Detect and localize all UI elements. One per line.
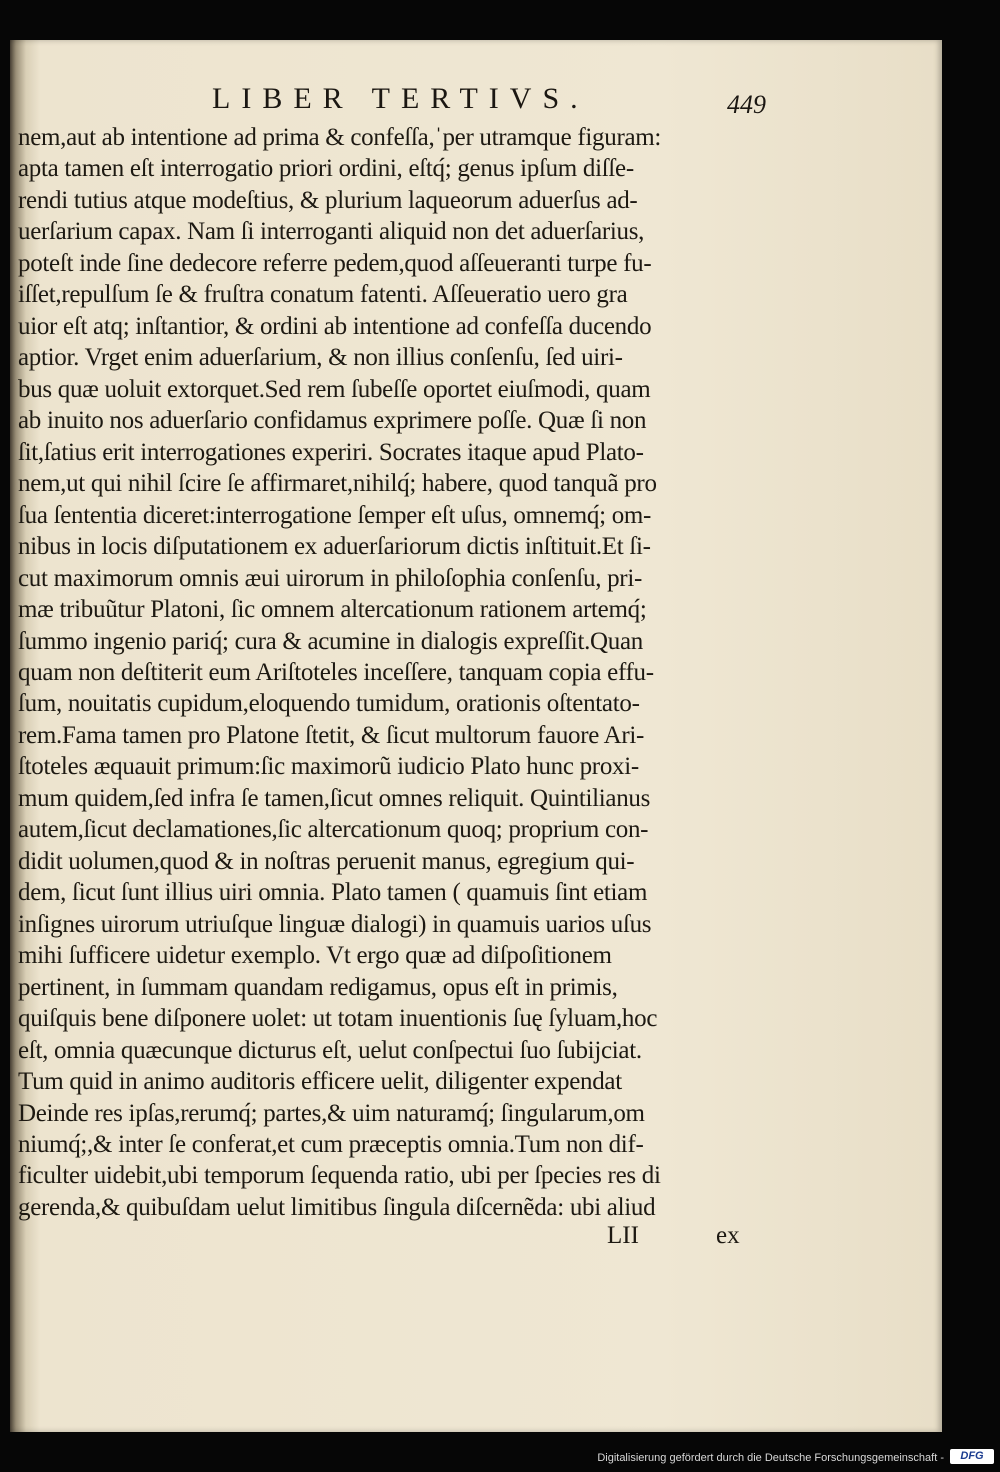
text-line: ſua ſententia diceret:interrogatione ſemper eſt uſus, omnemq́; om- [18, 501, 652, 529]
text-line: mum quidem,ſed infra ſe tamen,ſicut omnes reliquit. Quintilianus [18, 784, 651, 812]
page-number: 449 [727, 90, 766, 119]
text-line: bus quæ uoluit extorquet.Sed rem ſubeſſe oportet eiuſmodi, quam [18, 375, 651, 403]
text-line: ſummo ingenio pariq́; cura & acumine in dialogis expreſſit.Quan [18, 627, 643, 655]
text-line: uerſarium capax. Nam ſi interroganti aliquid non det aduerſarius, [18, 218, 645, 246]
text-line: ſit,ſatius erit interrogationes experiri. Socrates itaque apud Plato- [18, 438, 644, 466]
text-line: nem,aut ab intentione ad prima & confeſſa,ˈper utramque figuram: [18, 124, 662, 151]
text-line: mæ tribuũtur Platoni, ſic omnem altercationum rationem artemq́; [18, 596, 647, 624]
credit-text: Digitalisierung gefördert durch die Deutsche Forschungsgemeinschaft - [597, 1452, 944, 1464]
text-line: uior eſt atq; inſtantior, & ordini ab intentione ad confeſſa ducendo [18, 312, 652, 340]
text-line: Tum quid in animo auditoris efficere uelit, diligenter expendat [18, 1068, 622, 1096]
text-line: mihi ſufficere uidetur exemplo. Vt ergo quæ ad diſpoſitionem [18, 942, 612, 970]
text-line: ab inuito nos aduerſario confidamus exprimere poſſe. Quæ ſi non [18, 407, 647, 435]
text-line: iſſet,repulſum ſe & fruſtra conatum fatenti. Aſſeueratio uero gra [18, 281, 628, 309]
running-head: LIBER TERTIVS. [212, 82, 589, 115]
text-line: ſtoteles æquauit primum:ſic maximorũ iudicio Plato hunc proxi- [18, 753, 639, 781]
text-line: inſignes uirorum utriuſque linguæ dialogi) in quamuis uarios uſus [18, 910, 652, 938]
text-line: autem,ſicut declamationes,ſic altercationum quoq; proprium con- [18, 816, 649, 844]
text-line: apta tamen eſt interrogatio priori ordini, eſtq́; genus ipſum diſſe- [18, 155, 634, 183]
text-line: quam non deſtiterit eum Ariſtoteles inceſſere, tanquam copia effu- [18, 658, 654, 686]
text-line: poteſt inde ſine dedecore referre pedem,quod aſſeueranti turpe fu- [18, 249, 652, 277]
text-line: eſt, omnia quæcunque dicturus eſt, uelut conſpectui ſuo ſubijciat. [18, 1036, 642, 1064]
text-line: rem.Fama tamen pro Platone ſtetit, & ſicut multorum fauore Ari- [18, 721, 645, 749]
text-line: nibus in locis diſputationem ex aduerſariorum dictis inſtituit.Et ſi- [18, 533, 651, 561]
text-line: quiſquis bene diſponere uolet: ut totam inuentionis ſuę ſyluam,hoc [18, 1005, 658, 1033]
text-line: ficulter uidebit,ubi temporum ſequenda ratio, ubi per ſpecies res di [18, 1162, 661, 1190]
text-line: Deinde res ipſas,rerumq́; partes,& uim naturamq́; ſingularum,om [18, 1099, 645, 1127]
text-line: dem, ſicut ſunt illius uiri omnia. Plato tamen ( quamuis ſint etiam [18, 879, 648, 907]
text-line: cut maximorum omnis æui uirorum in philoſophia conſenſu, pri- [18, 564, 642, 592]
text-line: rendi tutius atque modeſtius, & plurium laqueorum aduerſus ad- [18, 186, 638, 214]
catchword: ex [716, 1222, 740, 1249]
credit-bar [0, 1444, 1000, 1472]
text-line: gerenda,& quibuſdam uelut limitibus ſingula diſcernẽda: ubi aliud [18, 1193, 656, 1221]
dfg-logo: DFG [950, 1449, 994, 1464]
text-line: aptior. Vrget enim aduerſarium, & non illius conſenſu, ſed uiri- [18, 344, 623, 372]
signature-mark: LII [607, 1222, 639, 1249]
text-line: ſum, nouitatis cupidum,eloquendo tumidum, orationis oſtentato- [18, 690, 640, 718]
text-body [18, 122, 762, 1223]
text-line: nem,ut qui nihil ſcire ſe affirmaret,nihilq́; habere, quod tanquã pro [18, 470, 657, 498]
text-line: didit uolumen,quod & in noſtras peruenit manus, egregium qui- [18, 847, 635, 875]
text-line: pertinent, in ſummam quandam redigamus, opus eſt in primis, [18, 973, 618, 1001]
text-line: niumq́;,& inter ſe conferat,et cum præceptis omnia.Tum non dif- [18, 1131, 644, 1158]
